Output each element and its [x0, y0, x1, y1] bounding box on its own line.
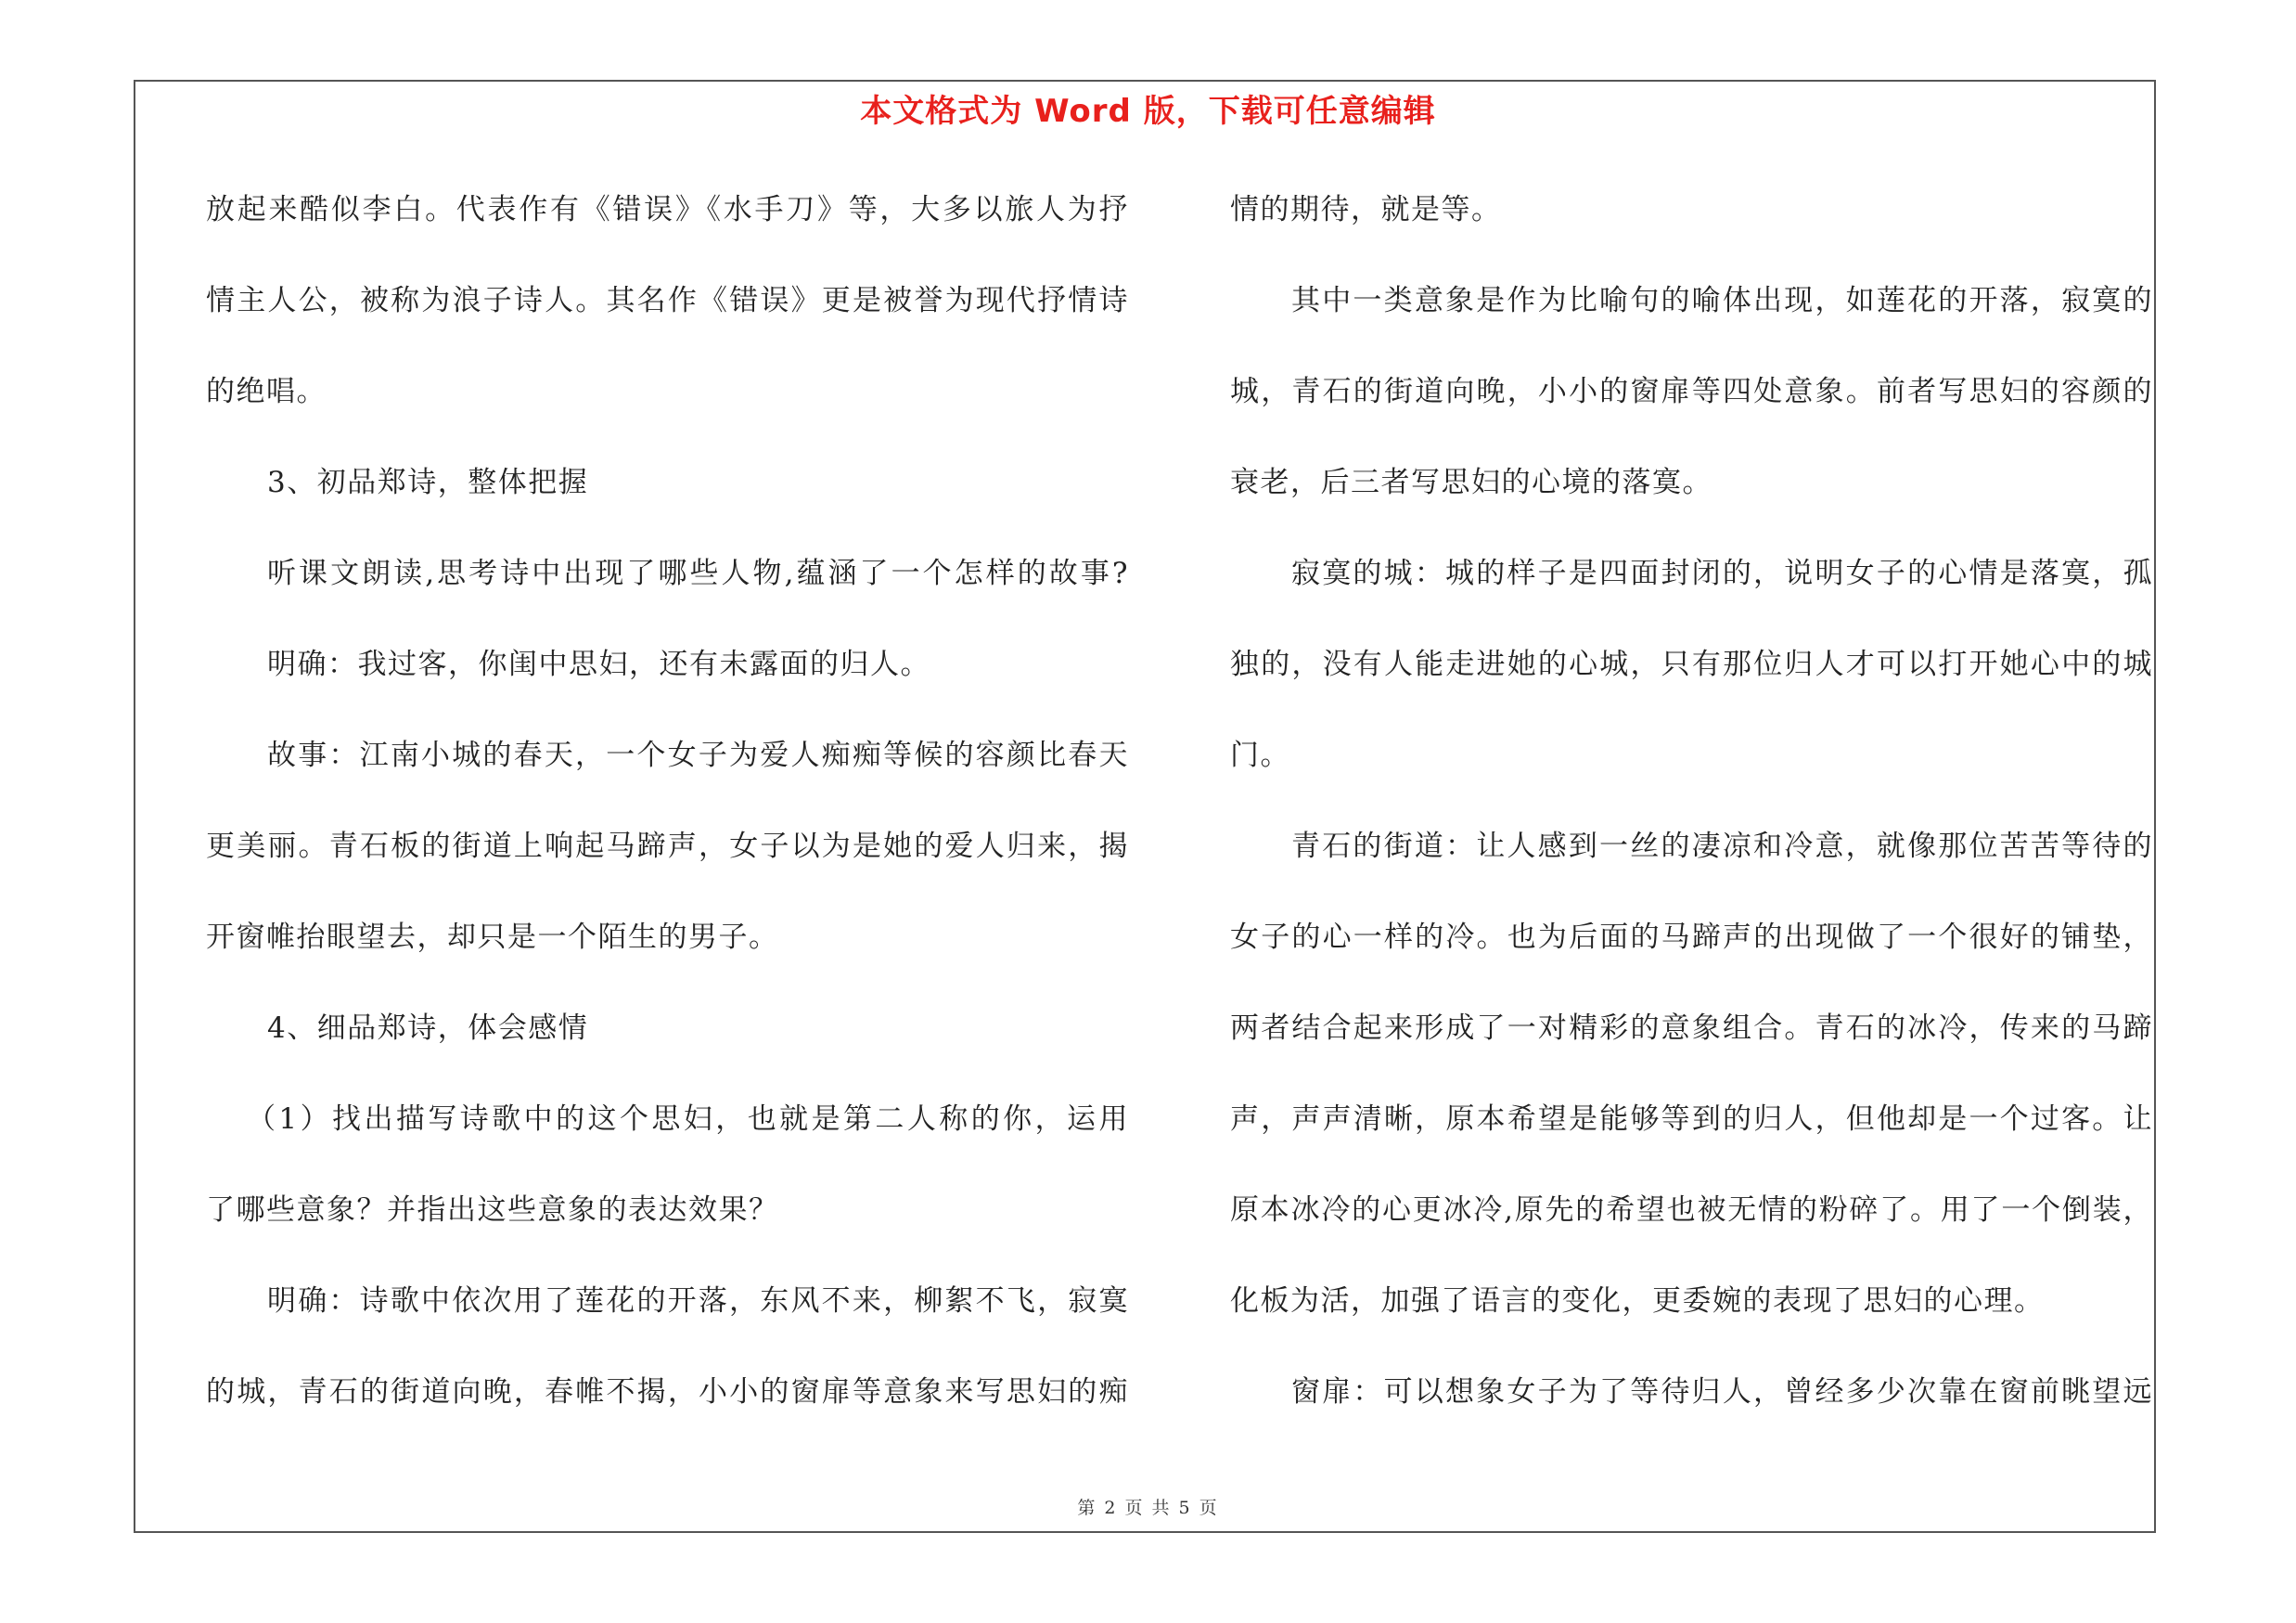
text-line: 3、初品郑诗，整体把握: [267, 466, 589, 499]
text-line: 4、细品郑诗，体会感情: [267, 1011, 589, 1045]
text-line: 情的期待，就是等。: [1230, 193, 1502, 226]
text-line: 的绝唱。: [206, 375, 327, 408]
text-line: 其中一类意象是作为比喻句的喻体出现，如莲花的开落，寂寞的: [1291, 284, 2153, 317]
right-column: [1230, 181, 2153, 1454]
text-line: 明确：诗歌中依次用了莲花的开落，东风不来，柳絮不飞，寂寞: [267, 1284, 1129, 1318]
text-line: 两者结合起来形成了一对精彩的意象组合。青石的冰冷，传来的马蹄: [1230, 1011, 2153, 1045]
text-line: 城，青石的街道向晚，小小的窗扉等四处意象。前者写思妇的容颜的: [1230, 375, 2153, 408]
text-line: 故事：江南小城的春天，一个女子为爱人痴痴等候的容颜比春天: [267, 739, 1129, 772]
text-line: 的城，青石的街道向晚，春帷不揭，小小的窗扉等意象来写思妇的痴: [206, 1375, 1129, 1409]
format-banner: 本文格式为 Word 版，下载可任意编辑: [860, 93, 1436, 130]
text-line: 衰老，后三者写思妇的心境的落寞。: [1230, 466, 1712, 499]
text-line: 明确：我过客，你闺中思妇，还有未露面的归人。: [267, 648, 930, 681]
text-line: 窗扉：可以想象女子为了等待归人，曾经多少次靠在窗前眺望远: [1291, 1375, 2153, 1409]
text-line: 独的，没有人能走进她的心城，只有那位归人才可以打开她心中的城: [1230, 648, 2153, 681]
text-line: 青石的街道：让人感到一丝的凄凉和冷意，就像那位苦苦等待的: [1291, 830, 2153, 863]
text-line: 开窗帷抬眼望去，却只是一个陌生的男子。: [206, 921, 779, 954]
left-column: [206, 181, 1129, 1454]
text-line: 女子的心一样的冷。也为后面的马蹄声的出现做了一个很好的铺垫，: [1230, 921, 2153, 954]
text-line: 了哪些意象？并指出这些意象的表达效果？: [206, 1193, 779, 1227]
page-footer: 第 2 页 共 5 页: [1077, 1498, 1219, 1518]
text-line: 放起来酷似李白。代表作有《错误》《水手刀》等，大多以旅人为抒: [206, 193, 1129, 226]
text-line: 寂寞的城：城的样子是四面封闭的，说明女子的心情是落寞，孤: [1291, 557, 2153, 590]
text-line: 原本冰冷的心更冰冷,原先的希望也被无情的粉碎了。用了一个倒装，: [1230, 1193, 2153, 1227]
text-line: 情主人公，被称为浪子诗人。其名作《错误》更是被誉为现代抒情诗: [206, 284, 1129, 317]
text-line: 听课文朗读,思考诗中出现了哪些人物,蕴涵了一个怎样的故事?: [267, 557, 1129, 590]
text-line: 更美丽。青石板的街道上响起马蹄声，女子以为是她的爱人归来，揭: [206, 830, 1129, 863]
text-line: 化板为活，加强了语言的变化，更委婉的表现了思妇的心理。: [1230, 1284, 2045, 1318]
text-line: （1）找出描写诗歌中的这个思妇，也就是第二人称的你，运用: [247, 1102, 1129, 1136]
text-line: 声，声声清晰，原本希望是能够等到的归人，但他却是一个过客。让: [1230, 1102, 2153, 1136]
text-line: 门。: [1230, 739, 1290, 772]
